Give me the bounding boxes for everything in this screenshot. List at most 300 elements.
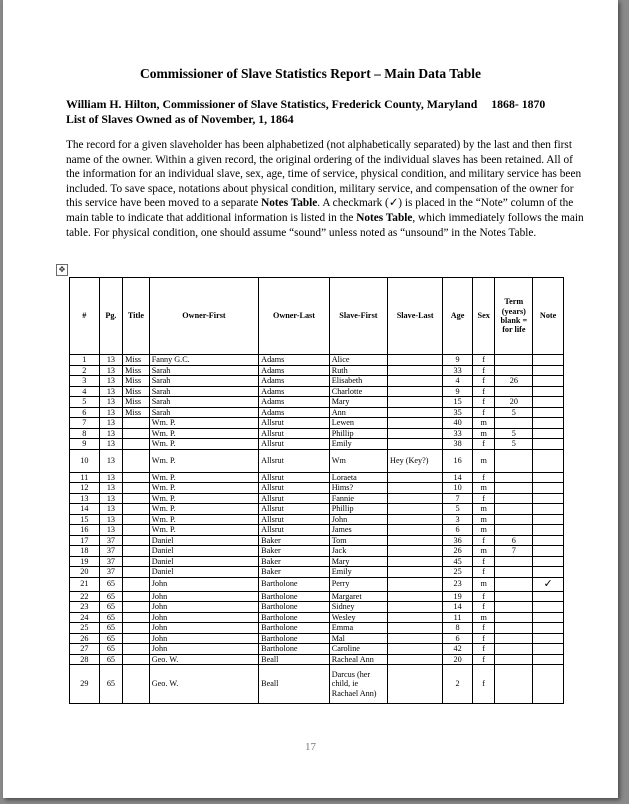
table-cell (533, 407, 564, 418)
table-cell: 24 (70, 612, 100, 623)
table-cell: 7 (495, 546, 533, 557)
table-cell: 13 (99, 428, 123, 439)
table-cell (123, 654, 150, 665)
document-page (3, 0, 618, 798)
table-row (70, 577, 564, 591)
subtitle-years: 1868- 1870 (491, 97, 546, 111)
table-cell (388, 439, 443, 450)
table-cell (123, 556, 150, 567)
table-cell (533, 623, 564, 634)
table-cell: Jack (329, 546, 387, 557)
table-cell: John (149, 612, 258, 623)
table-cell: John (329, 514, 387, 525)
table-cell: Bartholone (259, 591, 330, 602)
table-cell (495, 612, 533, 623)
table-cell: Hims? (329, 483, 387, 494)
table-cell (533, 591, 564, 602)
table-cell (388, 535, 443, 546)
table-cell: Wm. P. (149, 514, 258, 525)
table-cell (495, 654, 533, 665)
table-cell: Sarah (149, 376, 258, 387)
table-cell (123, 577, 150, 591)
table-cell: Allsrut (259, 514, 330, 525)
column-header: Slave-Last (388, 278, 443, 355)
table-cell: Fannie (329, 493, 387, 504)
table-cell: 13 (70, 493, 100, 504)
table-cell: 13 (99, 449, 123, 472)
table-cell: 13 (99, 493, 123, 504)
table-row (70, 567, 564, 578)
table-cell: 25 (443, 567, 473, 578)
intro-text-1: The record for a given slaveholder has been alphabetized (not alphabetically separated) by the last and then first name of the owner. Within a given record, the original ordering of the individual slaves has been retained. All of the information for an individual slave, sex, age, time of service, physical condition, and military service has been included. To save space, notations about physical condition, military service, and compensation of the owner for this service have been moved to a separate (66, 139, 582, 210)
table-cell: 16 (70, 525, 100, 536)
column-header: Sex (472, 278, 495, 355)
intro-text-3: , which immediately follows the main table. For physical condition, one should assume “sound” unless noted as “unsound” in the Notes Table. (66, 211, 584, 239)
table-cell (123, 591, 150, 602)
table-cell: Darcus (her child, ie Rachael Ann) (329, 665, 387, 704)
table-cell (123, 665, 150, 704)
table-cell: Allsrut (259, 525, 330, 536)
table-cell (388, 591, 443, 602)
table-cell (123, 418, 150, 429)
table-cell: 16 (443, 449, 473, 472)
table-row (70, 644, 564, 655)
table-cell: Allsrut (259, 439, 330, 450)
table-cell: Emily (329, 567, 387, 578)
table-cell: Wm. P. (149, 525, 258, 536)
table-cell: 14 (443, 472, 473, 483)
table-cell: Adams (259, 365, 330, 376)
table-cell: 3 (70, 376, 100, 387)
table-cell (533, 546, 564, 557)
table-cell (495, 386, 533, 397)
table-cell (388, 493, 443, 504)
table-cell (388, 418, 443, 429)
table-cell: 14 (443, 602, 473, 613)
table-cell (123, 633, 150, 644)
table-cell: Hey (Key?) (388, 449, 443, 472)
table-cell: Tom (329, 535, 387, 546)
table-cell: Miss (123, 365, 150, 376)
table-cell: 28 (70, 654, 100, 665)
table-cell: Perry (329, 577, 387, 591)
table-cell: Miss (123, 407, 150, 418)
table-cell (123, 644, 150, 655)
table-cell: 15 (70, 514, 100, 525)
table-cell: m (472, 428, 495, 439)
table-row (70, 386, 564, 397)
table-cell: 65 (99, 612, 123, 623)
table-cell: 3 (443, 514, 473, 525)
table-cell: Bartholone (259, 623, 330, 634)
table-cell: Lewen (329, 418, 387, 429)
table-cell: 65 (99, 633, 123, 644)
table-cell: Ruth (329, 365, 387, 376)
table-cell: 11 (70, 472, 100, 483)
table-cell (123, 514, 150, 525)
table-cell (123, 472, 150, 483)
table-cell: Sarah (149, 365, 258, 376)
table-cell (495, 493, 533, 504)
main-data-table (69, 277, 564, 704)
table-cell: Miss (123, 397, 150, 408)
table-cell (388, 612, 443, 623)
table-cell: 12 (70, 483, 100, 494)
table-cell (123, 428, 150, 439)
table-cell (495, 355, 533, 366)
table-cell: 7 (70, 418, 100, 429)
table-cell: John (149, 644, 258, 655)
table-cell: Ann (329, 407, 387, 418)
note-checkmark: ✓ (533, 577, 564, 591)
table-row (70, 449, 564, 472)
table-cell: Beall (259, 665, 330, 704)
table-cell: Adams (259, 376, 330, 387)
table-cell: 9 (443, 355, 473, 366)
table-cell: Wm. P. (149, 483, 258, 494)
table-cell: m (472, 546, 495, 557)
table-cell (495, 644, 533, 655)
table-cell (495, 483, 533, 494)
table-cell: f (472, 493, 495, 504)
table-cell (123, 623, 150, 634)
table-cell (495, 577, 533, 591)
table-cell (495, 514, 533, 525)
table-cell (495, 623, 533, 634)
table-cell: Wm. P. (149, 439, 258, 450)
table-cell: 35 (443, 407, 473, 418)
table-cell: John (149, 633, 258, 644)
table-cell: Geo. W. (149, 654, 258, 665)
intro-text-2: . A checkmark (✓) is placed in the “Note” column of the main table to indicate that additional information is listed in the (66, 197, 574, 224)
table-cell: Bartholone (259, 577, 330, 591)
table-cell (388, 407, 443, 418)
table-cell (533, 483, 564, 494)
table-cell: Sarah (149, 386, 258, 397)
table-row (70, 504, 564, 515)
table-cell: 6 (70, 407, 100, 418)
table-cell: 5 (495, 439, 533, 450)
table-row (70, 418, 564, 429)
table-cell (533, 365, 564, 376)
table-cell: Bartholone (259, 602, 330, 613)
table-cell: 40 (443, 418, 473, 429)
table-cell: Daniel (149, 535, 258, 546)
table-cell (388, 514, 443, 525)
table-cell (533, 493, 564, 504)
report-subtitle (66, 97, 545, 127)
table-cell: 42 (443, 644, 473, 655)
table-cell: Wm. P. (149, 418, 258, 429)
table-cell: Allsrut (259, 449, 330, 472)
table-cell: f (472, 365, 495, 376)
table-cell: 9 (70, 439, 100, 450)
table-cell: Bartholone (259, 644, 330, 655)
table-row (70, 556, 564, 567)
table-cell: 10 (443, 483, 473, 494)
table-cell (495, 504, 533, 515)
table-cell: Emma (329, 623, 387, 634)
subtitle-list-date: List of Slaves Owned as of November, 1, 1864 (66, 112, 294, 126)
table-cell: 65 (99, 602, 123, 613)
table-cell: James (329, 525, 387, 536)
table-cell (533, 633, 564, 644)
table-cell: 13 (99, 386, 123, 397)
table-cell (533, 472, 564, 483)
table-cell: Sarah (149, 407, 258, 418)
table-cell: Geo. W. (149, 665, 258, 704)
table-cell: 13 (99, 365, 123, 376)
table-cell: 5 (443, 504, 473, 515)
table-cell: Adams (259, 386, 330, 397)
table-cell: Adams (259, 407, 330, 418)
table-cell (495, 556, 533, 567)
table-cell (533, 355, 564, 366)
table-cell (123, 602, 150, 613)
table-cell: Baker (259, 567, 330, 578)
page-number: 17 (305, 741, 316, 753)
table-cell: 6 (443, 525, 473, 536)
table-cell (123, 504, 150, 515)
table-cell: 33 (443, 428, 473, 439)
table-cell: 6 (443, 633, 473, 644)
table-cell (533, 439, 564, 450)
table-cell (495, 567, 533, 578)
table-cell (123, 493, 150, 504)
table-cell: Allsrut (259, 504, 330, 515)
table-cell (495, 633, 533, 644)
table-cell: Wm. P. (149, 449, 258, 472)
column-header: Slave-First (329, 278, 387, 355)
table-header-row (70, 278, 564, 355)
table-row (70, 535, 564, 546)
table-cell (123, 449, 150, 472)
table-cell: 65 (99, 654, 123, 665)
table-cell (388, 355, 443, 366)
table-cell (388, 623, 443, 634)
table-cell (533, 376, 564, 387)
table-cell: f (472, 397, 495, 408)
table-cell: 20 (443, 654, 473, 665)
table-cell: 36 (443, 535, 473, 546)
table-cell: m (472, 514, 495, 525)
table-cell: Bartholone (259, 612, 330, 623)
table-cell (388, 602, 443, 613)
table-move-handle-icon[interactable]: ✥ (56, 264, 68, 276)
table-cell: 13 (99, 407, 123, 418)
table-cell (533, 397, 564, 408)
table-cell: Phillip (329, 504, 387, 515)
table-cell (495, 665, 533, 704)
table-cell: 5 (495, 407, 533, 418)
table-cell (533, 665, 564, 704)
table-cell: Wm. P. (149, 493, 258, 504)
table-cell: 20 (70, 567, 100, 578)
table-cell: 33 (443, 365, 473, 376)
table-cell (495, 472, 533, 483)
table-row (70, 633, 564, 644)
table-cell: 13 (99, 397, 123, 408)
table-cell: Mary (329, 397, 387, 408)
table-cell: 23 (70, 602, 100, 613)
table-cell: 23 (443, 577, 473, 591)
table-cell: Wm (329, 449, 387, 472)
table-cell: Adams (259, 397, 330, 408)
table-cell (388, 428, 443, 439)
table-cell: 5 (70, 397, 100, 408)
table-row (70, 623, 564, 634)
table-cell (533, 567, 564, 578)
table-cell: 13 (99, 418, 123, 429)
table-cell: Margaret (329, 591, 387, 602)
table-cell: 37 (99, 567, 123, 578)
table-cell: John (149, 623, 258, 634)
table-cell: John (149, 591, 258, 602)
table-cell: f (472, 644, 495, 655)
table-cell (388, 504, 443, 515)
table-cell: 13 (99, 355, 123, 366)
table-row (70, 525, 564, 536)
table-cell: Miss (123, 376, 150, 387)
table-cell: Beall (259, 654, 330, 665)
column-header: Age (443, 278, 473, 355)
table-cell: 19 (443, 591, 473, 602)
table-cell (388, 665, 443, 704)
table-row (70, 612, 564, 623)
table-cell: m (472, 577, 495, 591)
table-cell: Racheal Ann (329, 654, 387, 665)
table-row (70, 365, 564, 376)
table-cell: 22 (70, 591, 100, 602)
table-cell: 13 (99, 504, 123, 515)
table-cell: Phillip (329, 428, 387, 439)
table-row (70, 654, 564, 665)
table-cell: Sidney (329, 602, 387, 613)
table-cell: 6 (495, 535, 533, 546)
table-cell: Bartholone (259, 633, 330, 644)
table-cell (533, 556, 564, 567)
table-cell (388, 525, 443, 536)
table-cell: Allsrut (259, 428, 330, 439)
table-cell (123, 567, 150, 578)
table-cell (388, 397, 443, 408)
table-cell: Emily (329, 439, 387, 450)
table-cell: Charlotte (329, 386, 387, 397)
table-cell: f (472, 567, 495, 578)
table-cell (123, 525, 150, 536)
table-cell: 21 (70, 577, 100, 591)
table-cell (495, 418, 533, 429)
table-cell (495, 449, 533, 472)
table-cell: f (472, 439, 495, 450)
table-cell: 65 (99, 665, 123, 704)
table-cell: f (472, 623, 495, 634)
table-cell: 13 (99, 525, 123, 536)
table-cell (388, 633, 443, 644)
table-cell: m (472, 418, 495, 429)
table-cell: Allsrut (259, 493, 330, 504)
column-header: Term (years) blank = for life (495, 278, 533, 355)
table-cell (495, 365, 533, 376)
table-cell: Sarah (149, 397, 258, 408)
table-cell (495, 602, 533, 613)
table-cell (533, 644, 564, 655)
table-cell (123, 535, 150, 546)
table-cell: f (472, 386, 495, 397)
table-cell (388, 483, 443, 494)
table-cell: 5 (495, 428, 533, 439)
table-cell (533, 449, 564, 472)
table-cell: Daniel (149, 567, 258, 578)
table-row (70, 355, 564, 366)
table-cell: m (472, 612, 495, 623)
table-row (70, 514, 564, 525)
table-cell: f (472, 472, 495, 483)
table-cell (388, 577, 443, 591)
table-cell: 2 (70, 365, 100, 376)
table-cell: Elisabeth (329, 376, 387, 387)
table-cell: 11 (443, 612, 473, 623)
table-cell (533, 535, 564, 546)
table-cell: Allsrut (259, 418, 330, 429)
table-cell (495, 591, 533, 602)
table-cell (388, 472, 443, 483)
table-row (70, 602, 564, 613)
table-cell: m (472, 483, 495, 494)
table-cell: 19 (70, 556, 100, 567)
table-cell: Allsrut (259, 472, 330, 483)
table-cell: 65 (99, 591, 123, 602)
table-cell: 10 (70, 449, 100, 472)
table-row (70, 493, 564, 504)
table-cell (388, 376, 443, 387)
table-cell: f (472, 665, 495, 704)
table-cell (533, 386, 564, 397)
table-body (70, 355, 564, 704)
table-cell: 1 (70, 355, 100, 366)
table-cell: Baker (259, 546, 330, 557)
table-cell: 17 (70, 535, 100, 546)
table-cell: 38 (443, 439, 473, 450)
table-cell (533, 514, 564, 525)
table-cell: Wm. P. (149, 504, 258, 515)
table-cell (533, 602, 564, 613)
table-cell: Wm. P. (149, 472, 258, 483)
subtitle-commissioner: William H. Hilton, Commissioner of Slave Statistics, Frederick County, Maryland (66, 97, 478, 111)
table-cell: 20 (495, 397, 533, 408)
table-cell: 13 (99, 376, 123, 387)
table-cell: Daniel (149, 556, 258, 567)
table-cell: Adams (259, 355, 330, 366)
table-cell: 65 (99, 623, 123, 634)
table-row (70, 376, 564, 387)
table-cell (388, 567, 443, 578)
table-cell: 37 (99, 556, 123, 567)
table-cell: 8 (443, 623, 473, 634)
table-cell: 65 (99, 577, 123, 591)
table-cell: Miss (123, 355, 150, 366)
table-row (70, 439, 564, 450)
table-row (70, 665, 564, 704)
table-cell: f (472, 556, 495, 567)
table-cell: 13 (99, 483, 123, 494)
table-cell (388, 556, 443, 567)
table-cell: 29 (70, 665, 100, 704)
table-row (70, 483, 564, 494)
table-cell: 37 (99, 535, 123, 546)
column-header: # (70, 278, 100, 355)
table-cell: f (472, 654, 495, 665)
